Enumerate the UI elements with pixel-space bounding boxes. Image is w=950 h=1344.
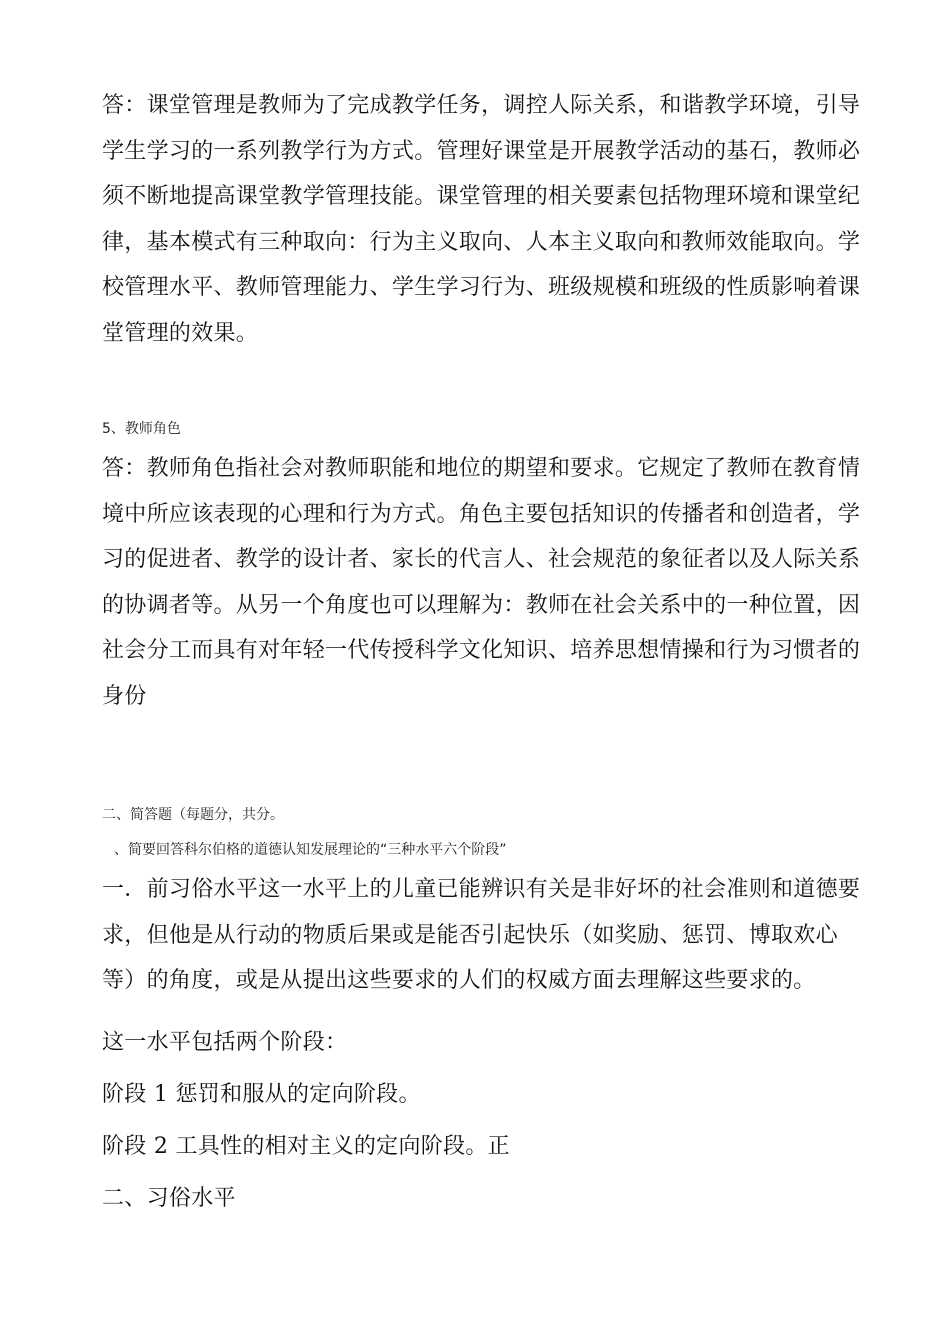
text-line: 这一水平包括两个阶段：: [102, 1030, 348, 1055]
section-title: [102, 805, 862, 825]
term-heading: [102, 419, 862, 439]
text-line: 答：课堂管理是教师为了完成教学任务，调控人际关系，和谐教学环境，引导: [102, 93, 861, 118]
text-line: 身份: [102, 683, 147, 709]
text-line: 一．前习俗水平这一水平上的儿童已能辨识有关是非好坏的社会准则和道德要: [102, 877, 861, 902]
text-line: 的协调者等。从另一个角度也可以理解为：教师在社会关系中的一种位置，因: [102, 592, 861, 618]
text-line: 求，但他是从行动的物质后果或是能否引起快乐（如奖励、惩罚、博取欢心: [102, 922, 838, 948]
text-line: 境中所应该表现的心理和行为方式。角色主要包括知识的传播者和创造者，学: [102, 501, 861, 527]
text-line: 二、习俗水平: [102, 1186, 236, 1211]
text-line: 律，基本模式有三种取向：行为主义取向、人本主义取向和教师效能取向。学: [102, 229, 861, 255]
text-line: 校管理水平、教师管理能力、学生学习行为、班级规模和班级的性质影响着课: [102, 275, 861, 300]
answer-kohlberg: [102, 867, 862, 1004]
answer-teacher-role: [102, 446, 862, 719]
text-line: 社会分工而具有对年轻一代传授科学文化知识、培养思想情操和行为习惯者的: [102, 638, 861, 663]
text-line: 阶段 1 惩罚和服从的定向阶段。: [102, 1082, 421, 1107]
text-line: 学生学习的一系列教学行为方式。管理好课堂是开展教学活动的基石，教师必: [102, 138, 861, 164]
section-2-title: 二、简答题（每题分，共分。: [102, 807, 284, 823]
heading-teacher-role: 5、教师角色: [102, 421, 181, 437]
question-kohlberg: 、简要回答科尔伯格的道德认知发展理论的“三种水平六个阶段”: [114, 842, 507, 858]
text-line: 习的促进者、教学的设计者、家长的代言人、社会规范的象征者以及人际关系: [102, 547, 861, 572]
stage-1: [102, 1072, 862, 1118]
stage-2: [102, 1124, 862, 1170]
stages-intro: [102, 1020, 862, 1066]
text-line: 阶段 2 工具性的相对主义的定向阶段。正: [102, 1134, 510, 1159]
text-line: 须不断地提高课堂教学管理技能。课堂管理的相关要素包括物理环境和课堂纪: [102, 184, 861, 209]
answer-classroom-management: [102, 83, 862, 356]
level-2-heading: [102, 1176, 862, 1222]
text-line: 堂管理的效果。: [102, 320, 259, 346]
question: [114, 840, 874, 860]
text-line: 等）的角度，或是从提出这些要求的人们的权威方面去理解这些要求的。: [102, 968, 816, 993]
text-line: 答：教师角色指社会对教师职能和地位的期望和要求。它规定了教师在教育情: [102, 456, 861, 481]
